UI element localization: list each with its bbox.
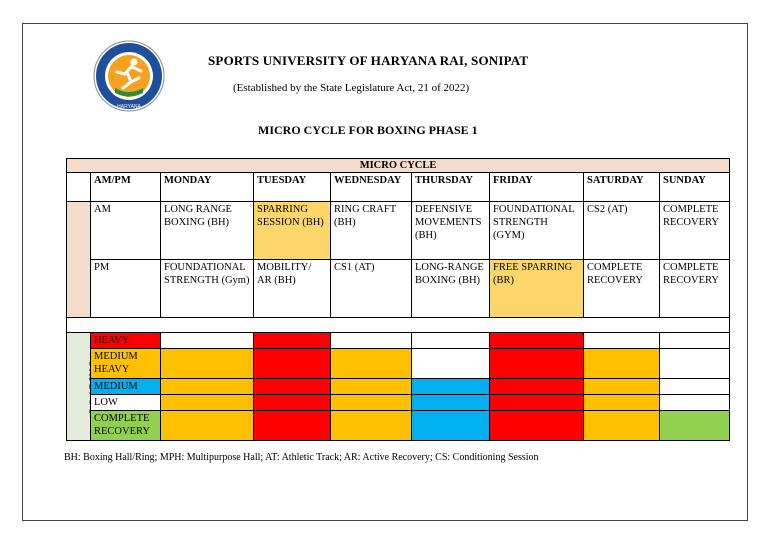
loading-cell [412, 395, 490, 411]
activity-side-label [67, 202, 91, 318]
loading-cell [490, 411, 584, 441]
loading-cell [161, 333, 254, 349]
loading-cell [660, 379, 730, 395]
header-row [67, 173, 730, 202]
activity-cell: SPARRING SESSION (BH) [254, 202, 331, 260]
loading-level-label: COMPLETE RECOVERY [91, 411, 161, 441]
activity-row-pm [67, 260, 730, 318]
loading-level-label: MEDIUM [91, 379, 161, 395]
period-cell: AM [91, 202, 161, 260]
loading-cell [660, 395, 730, 411]
university-subtitle: (Established by the State Legislature Act, 21 of 2022) [233, 82, 470, 94]
spacer-cell [67, 318, 730, 333]
loading-cell [331, 395, 412, 411]
loading-cell [584, 395, 660, 411]
loading-cell [660, 411, 730, 441]
loading-row-heavy [67, 333, 730, 349]
activity-row-am [67, 202, 730, 260]
loading-cell [161, 411, 254, 441]
activity-cell: COMPLETE RECOVERY [660, 260, 730, 318]
university-title: SPORTS UNIVERSITY OF HARYANA RAI, SONIPAT [208, 53, 529, 68]
loading-cell [660, 333, 730, 349]
column-header: TUESDAY [254, 173, 331, 202]
loading-cell [490, 379, 584, 395]
loading-cell [331, 411, 412, 441]
loading-cell [412, 379, 490, 395]
loading-row-medium-heavy [67, 349, 730, 379]
loading-cell [412, 333, 490, 349]
loading-cell [584, 349, 660, 379]
loading-cell [161, 395, 254, 411]
micro-cycle-table [66, 158, 730, 441]
loading-cell [254, 379, 331, 395]
loading-cell [254, 349, 331, 379]
corner-cell [67, 173, 91, 202]
activity-cell: FOUNDATIONAL STRENGTH (GYM) [490, 202, 584, 260]
loading-cell [490, 349, 584, 379]
activity-cell: CS1 (AT) [331, 260, 412, 318]
activity-cell: FOUNDATIONAL STRENGTH (Gym) [161, 260, 254, 318]
loading-cell [490, 333, 584, 349]
loading-level-label: MEDIUM HEAVY [91, 349, 161, 379]
activity-cell: CS2 (AT) [584, 202, 660, 260]
loading-cell [254, 395, 331, 411]
activity-cell: LONG RANGE BOXING (BH) [161, 202, 254, 260]
document-title: MICRO CYCLE FOR BOXING PHASE 1 [258, 123, 478, 137]
column-header: AM/PM [91, 173, 161, 202]
loading-cell [331, 333, 412, 349]
university-logo [87, 38, 171, 114]
column-header: WEDNESDAY [331, 173, 412, 202]
column-header: SUNDAY [660, 173, 730, 202]
column-header: MONDAY [161, 173, 254, 202]
loading-row-low [67, 395, 730, 411]
micro-cycle-title: MICRO CYCLE [67, 159, 730, 173]
spacer-row [67, 318, 730, 333]
loading-cell [412, 349, 490, 379]
loading-cell [331, 349, 412, 379]
column-header: THURSDAY [412, 173, 490, 202]
abbreviation-footnote: BH: Boxing Hall/Ring; MPH: Multipurpose Hall; AT: Athletic Track; AR: Active Recovery; CS: Conditioning Session [64, 452, 539, 463]
loading-cell [161, 349, 254, 379]
activity-cell: LONG-RANGE BOXING (BH) [412, 260, 490, 318]
activity-cell: DEFENSIVE MOVEMENTS (BH) [412, 202, 490, 260]
loading-cell [584, 411, 660, 441]
loading-row-complete-recovery [67, 411, 730, 441]
loading-cell [161, 379, 254, 395]
loading-cell [584, 333, 660, 349]
activity-cell: COMPLETE RECOVERY [660, 202, 730, 260]
loading-level-label: HEAVY [91, 333, 161, 349]
loading-cell [331, 379, 412, 395]
activity-cell: COMPLETE RECOVERY [584, 260, 660, 318]
column-header: FRIDAY [490, 173, 584, 202]
loading-cell [412, 411, 490, 441]
loading-cell [254, 411, 331, 441]
loading-side-label: LOADING [67, 333, 91, 441]
loading-cell [584, 379, 660, 395]
activity-cell: FREE SPARRING (BR) [490, 260, 584, 318]
loading-row-medium [67, 379, 730, 395]
loading-cell [254, 333, 331, 349]
activity-cell: RING CRAFT (BH) [331, 202, 412, 260]
loading-cell [490, 395, 584, 411]
loading-cell [660, 349, 730, 379]
activity-cell: MOBILITY/ AR (BH) [254, 260, 331, 318]
loading-level-label: LOW [91, 395, 161, 411]
svg-text:HARYANA: HARYANA [117, 104, 141, 110]
period-cell: PM [91, 260, 161, 318]
column-header: SATURDAY [584, 173, 660, 202]
